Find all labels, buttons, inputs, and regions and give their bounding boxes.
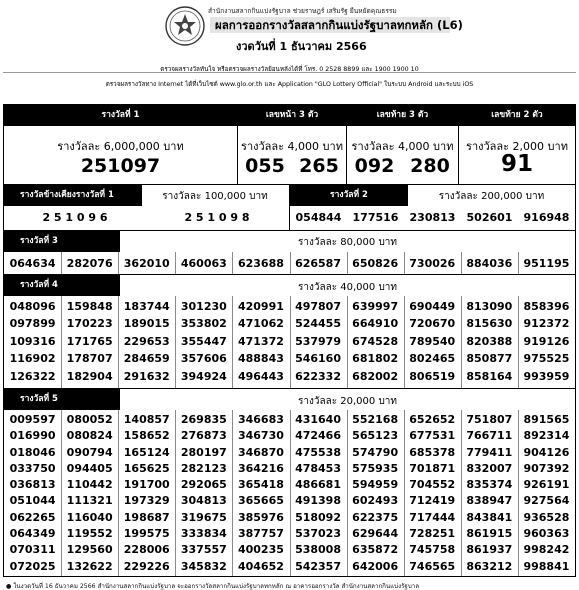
prize5-number: 537023 [295, 527, 341, 541]
prize4-header: รางวัลที่ 4 [4, 275, 120, 296]
page-title: ผลการออกรางวัลสลากกินแบ่งรัฐบาลทกหลัก (L6) [215, 18, 463, 32]
prize2-number: 054844 [295, 211, 342, 224]
column-divider [347, 410, 348, 576]
prize5-number: 472466 [295, 429, 341, 443]
prize3-number: 730026 [409, 257, 456, 270]
prize5-number: 199575 [123, 527, 170, 541]
prize5-number: 863212 [466, 559, 513, 573]
prize5-number: 892314 [523, 429, 570, 443]
check-results-phone: ตรวจผลรางวัลทันใจ หรือตรวจผลรางวัลย้อนหลังได้ที่ โทร. 0 2528 8899 และ 1900 1900 10 [160, 66, 419, 73]
column-divider [175, 296, 176, 388]
prize5-number: 319675 [180, 510, 227, 524]
back3-number: 280 [410, 155, 450, 177]
back3-number: 092 [354, 155, 395, 177]
prize2-number: 916948 [523, 211, 570, 224]
prize1-amount: รางวัลละ 6,000,000 บาท [57, 140, 184, 153]
prize5-number: 745758 [409, 543, 456, 557]
prize5-number: 387757 [237, 527, 284, 541]
prize4-number: 858396 [523, 300, 570, 313]
prize5-number: 346730 [237, 429, 284, 443]
prize3-number: 884036 [466, 257, 513, 270]
prize5-number: 926191 [523, 478, 570, 492]
prize4-number: 815630 [466, 317, 513, 331]
prize4-number: 229653 [123, 334, 170, 348]
prize5-number: 070311 [9, 543, 56, 557]
prize5-number: 704552 [409, 478, 456, 492]
prize5-number: 552168 [352, 413, 399, 426]
prize5-number: 677531 [409, 429, 456, 443]
prize5-number: 622375 [352, 510, 399, 524]
prize1-header: รางวัลที่ 1 [4, 105, 237, 126]
prize5-number: 269835 [180, 413, 227, 426]
prize5-number: 036813 [9, 478, 56, 492]
prize4-number: 806519 [409, 369, 456, 383]
prize5-number: 565123 [352, 429, 399, 443]
prize4-number: 681802 [352, 352, 399, 366]
near1-number: 2 5 1 0 9 8 [184, 211, 250, 224]
prize5-number: 229226 [123, 559, 170, 573]
prize5-number: 746565 [409, 559, 456, 573]
prize2-number: 177516 [352, 211, 399, 224]
prize4-number: 048096 [9, 300, 56, 313]
prize4-number: 674528 [352, 334, 399, 348]
prize5-number: 475538 [295, 445, 341, 459]
prize4-number: 301230 [180, 300, 227, 313]
prize4-number: 170223 [66, 317, 113, 331]
column-divider [404, 252, 405, 274]
prize5-number: 861915 [466, 527, 513, 541]
prize5-number: 129560 [66, 543, 113, 557]
page-header [0, 0, 579, 88]
prize5-number: 518092 [295, 510, 341, 524]
near1-amount: รางวัลละ 100,000 บาท [162, 191, 268, 202]
column-divider [175, 252, 176, 274]
organization-line: สำนักงานสลากกินแบ่งรัฐบาล ช่วยราษฎร์ เสริมรัฐ ยืนหยัดคุณธรรม [208, 7, 397, 15]
prize5-number: 064349 [9, 527, 56, 541]
divider [237, 105, 238, 184]
prize4-number: 159848 [66, 300, 113, 313]
prize5-number: 111321 [66, 494, 113, 508]
back3-amount: รางวัลละ 4,000 บาท [351, 140, 454, 153]
column-divider [290, 296, 291, 388]
prize5-number: 936528 [523, 510, 570, 524]
back2-number: 91 [500, 151, 533, 177]
prize5-number: 385976 [237, 510, 284, 524]
prize5-number: 861937 [466, 543, 513, 557]
prize4-number: 355447 [180, 334, 227, 348]
column-divider [232, 296, 233, 388]
prize5-number: 486681 [295, 478, 341, 492]
prize3-number: 623688 [237, 257, 284, 270]
prize4-number: 171765 [66, 334, 113, 348]
prize5-number: 685378 [409, 445, 456, 459]
prize5-amount: รางวัลละ 20,000 บาท [297, 396, 397, 407]
prize5-number: 594959 [352, 478, 399, 492]
prize4-number: 116902 [9, 352, 56, 366]
front3-amount: รางวัลละ 4,000 บาท [241, 140, 343, 153]
column-divider [404, 296, 405, 388]
prize5-number: 333834 [180, 527, 227, 541]
prize4-number: 353802 [180, 317, 227, 331]
prize2-header: รางวัลที่ 2 [290, 185, 408, 206]
prize3-number: 951195 [523, 257, 570, 270]
prize4-number: 471062 [237, 317, 284, 331]
prize4-number: 682002 [352, 369, 399, 383]
prize5-number: 575935 [352, 461, 399, 475]
prize5-number: 602493 [352, 494, 399, 508]
prize5-number: 094405 [66, 461, 113, 475]
prize5-number: 292065 [180, 478, 227, 492]
column-divider [118, 410, 119, 576]
prize5-number: 009597 [9, 413, 56, 426]
prize2-amount: รางวัลละ 200,000 บาท [438, 191, 545, 202]
prize4-number: 357606 [180, 352, 227, 366]
prize5-number: 051044 [9, 494, 56, 508]
prize5-number: 062265 [9, 510, 56, 524]
column-divider [461, 252, 462, 274]
prize4-number: 284659 [123, 352, 170, 366]
prize5-number: 364216 [237, 461, 284, 475]
front3-number: 055 [245, 155, 285, 177]
column-divider [232, 252, 233, 274]
prize5-number: 835374 [466, 478, 513, 492]
prize4-number: 178707 [66, 352, 113, 366]
column-divider [290, 252, 291, 274]
column-divider [347, 296, 348, 388]
prize5-number: 191700 [123, 478, 170, 492]
prize3-number: 460063 [180, 257, 227, 270]
near1-header: รางวัลข้างเคียงรางวัลที่ 1 [4, 185, 142, 206]
prize5-number: 110442 [66, 478, 113, 492]
column-divider [518, 410, 519, 576]
prize5-number: 635872 [352, 543, 399, 557]
prize5-number: 629644 [352, 527, 399, 541]
prize5-number: 998242 [523, 543, 570, 557]
prize4-number: 639997 [352, 300, 399, 313]
prize5-number: 838947 [466, 494, 513, 508]
prize5-number: 478453 [295, 461, 341, 475]
prize5-number: 907392 [523, 461, 570, 475]
near1-number: 2 5 1 0 9 6 [42, 211, 108, 224]
prize5-number: 276873 [180, 429, 227, 443]
prize5-number: 072025 [9, 559, 56, 573]
prize4-number: 993959 [523, 369, 570, 383]
prize3-number: 626587 [295, 257, 341, 270]
prize5-number: 282123 [180, 461, 227, 475]
prize5-number: 717444 [409, 510, 456, 524]
prize4-amount: รางวัลละ 40,000 บาท [297, 282, 397, 293]
prize2-number: 230813 [409, 211, 456, 224]
prize5-number: 404652 [237, 559, 284, 573]
prize5-number: 960363 [523, 527, 570, 541]
prize2-number: 502601 [466, 211, 513, 224]
front3-number: 265 [299, 155, 339, 177]
column-divider [518, 296, 519, 388]
prize5-number: 927564 [523, 494, 570, 508]
prize4-number: 471372 [237, 334, 284, 348]
prize3-number: 282076 [66, 257, 113, 270]
prize4-number: 546160 [295, 352, 341, 366]
prize5-number: 280197 [180, 445, 227, 459]
column-divider [61, 296, 62, 388]
prize4-number: 690449 [409, 300, 456, 313]
prize5-number: 728251 [409, 527, 456, 541]
prize4-number: 919126 [523, 334, 570, 348]
draw-date: งวดวันที่ 1 ธันวาคม 2566 [236, 40, 367, 53]
prize5-number: 132622 [66, 559, 113, 573]
prize5-number: 033750 [9, 461, 56, 475]
column-divider [175, 410, 176, 576]
prize5-number: 304813 [180, 494, 227, 508]
prize4-number: 109316 [9, 334, 56, 348]
prize4-number: 097899 [9, 317, 56, 331]
prize4-number: 850877 [466, 352, 513, 366]
prize4-number: 182904 [66, 369, 113, 383]
prize4-number: 912372 [523, 317, 570, 331]
prize4-number: 622332 [295, 369, 341, 383]
column-divider [290, 410, 291, 576]
check-results-internet: ตรวจผลรางวัลทาง Internet ได้ที่เว็บไซต์ www.glo.or.th และ Application "GLO Lottery Official" ในระบบ Android และระบบ iOS [105, 81, 474, 88]
prize5-number: 016990 [9, 429, 56, 443]
prize5-number: 140857 [123, 413, 170, 426]
prize4-number: 497807 [295, 300, 341, 313]
glo-logo-emblem [165, 6, 205, 46]
prize5-number: 779411 [466, 445, 513, 459]
prize5-number: 228006 [123, 543, 170, 557]
prize3-amount: รางวัลละ 80,000 บาท [297, 237, 397, 248]
prize4-number: 975525 [523, 352, 570, 366]
prize4-number: 858164 [466, 369, 513, 383]
column-divider [461, 296, 462, 388]
back3-header: เลขท้าย 3 ตัว [347, 105, 458, 126]
prize4-number: 813090 [466, 300, 513, 313]
prize4-number: 496443 [237, 369, 284, 383]
back2-amount: รางวัลละ 2,000 บาท [466, 140, 568, 153]
prize3-header: รางวัลที่ 3 [4, 231, 120, 252]
column-divider [118, 296, 119, 388]
prize3-number: 650826 [352, 257, 399, 270]
prize5-number: 574790 [352, 445, 399, 459]
prize4-number: 802465 [409, 352, 456, 366]
prize5-number: 701871 [409, 461, 456, 475]
prize5-number: 365665 [237, 494, 284, 508]
prize5-number: 018046 [9, 445, 56, 459]
prize5-number: 365418 [237, 478, 284, 492]
prize4-number: 488843 [237, 352, 284, 366]
divider [346, 105, 347, 184]
prize3-number: 064634 [9, 257, 56, 270]
column-divider [347, 252, 348, 274]
prize5-number: 119552 [66, 527, 113, 541]
prize5-header: รางวัลที่ 5 [4, 389, 120, 410]
prize5-number: 542357 [295, 559, 341, 573]
prize4-number: 537979 [295, 334, 341, 348]
back2-header: เลขท้าย 2 ตัว [459, 105, 575, 126]
column-divider [461, 410, 462, 576]
prize4-number: 420991 [237, 300, 284, 313]
prize5-number: 337557 [180, 543, 227, 557]
column-divider [518, 252, 519, 274]
prize5-number: 116040 [66, 510, 113, 524]
prize5-number: 891565 [523, 413, 570, 426]
prize5-number: 346683 [237, 413, 284, 426]
prize4-number: 820388 [466, 334, 513, 348]
prize1-number: 251097 [80, 155, 161, 177]
divider [458, 105, 459, 184]
prize5-number: 491398 [295, 494, 341, 508]
prize5-number: 080824 [66, 429, 113, 443]
prize5-number: 400235 [237, 543, 284, 557]
column-divider [232, 410, 233, 576]
prize5-number: 346870 [237, 445, 284, 459]
prize4-number: 789540 [409, 334, 456, 348]
prize4-number: 394924 [180, 369, 227, 383]
prize5-number: 538008 [295, 543, 341, 557]
results-board [3, 104, 576, 577]
prize5-number: 090794 [66, 445, 113, 459]
prize5-number: 165124 [123, 445, 170, 459]
prize4-number: 126322 [9, 369, 56, 383]
footer-note: ● ในงวดวันที่ 16 ธันวาคม 2566 สำนักงานสลากกินแบ่งรัฐบาล จะออกรางวัลสลากกินแบ่งรัฐบาลทกหลัก ณ อาคารออกรางวัล สำนักงานสลากกินแบ่งรัฐบาล [6, 583, 420, 590]
prize5-number: 345832 [180, 559, 227, 573]
prize4-number: 189015 [123, 317, 170, 331]
prize5-number: 197329 [123, 494, 170, 508]
column-divider [61, 410, 62, 576]
prize5-number: 431640 [295, 413, 341, 426]
prize4-number: 664910 [352, 317, 399, 331]
prize4-number: 524455 [295, 317, 341, 331]
prize5-number: 080052 [66, 413, 113, 426]
prize5-number: 751807 [466, 413, 513, 426]
column-divider [61, 252, 62, 274]
prize4-number: 183744 [123, 300, 170, 313]
prize5-number: 165625 [123, 461, 170, 475]
prize5-number: 642006 [352, 559, 399, 573]
front3-header: เลขหน้า 3 ตัว [238, 105, 346, 126]
column-divider [404, 410, 405, 576]
prize5-number: 198687 [123, 510, 170, 524]
prize5-number: 998841 [523, 559, 570, 573]
prize4-number: 720670 [409, 317, 456, 331]
prize5-number: 652652 [409, 413, 456, 426]
prize3-number: 362010 [123, 257, 170, 270]
prize5-number: 904126 [523, 445, 570, 459]
prize5-number: 712419 [409, 494, 456, 508]
prize5-number: 832007 [466, 461, 513, 475]
prize5-number: 158652 [123, 429, 170, 443]
prize4-number: 291632 [123, 369, 170, 383]
column-divider [118, 252, 119, 274]
prize5-number: 766711 [466, 429, 513, 443]
prize5-number: 843841 [466, 510, 513, 524]
